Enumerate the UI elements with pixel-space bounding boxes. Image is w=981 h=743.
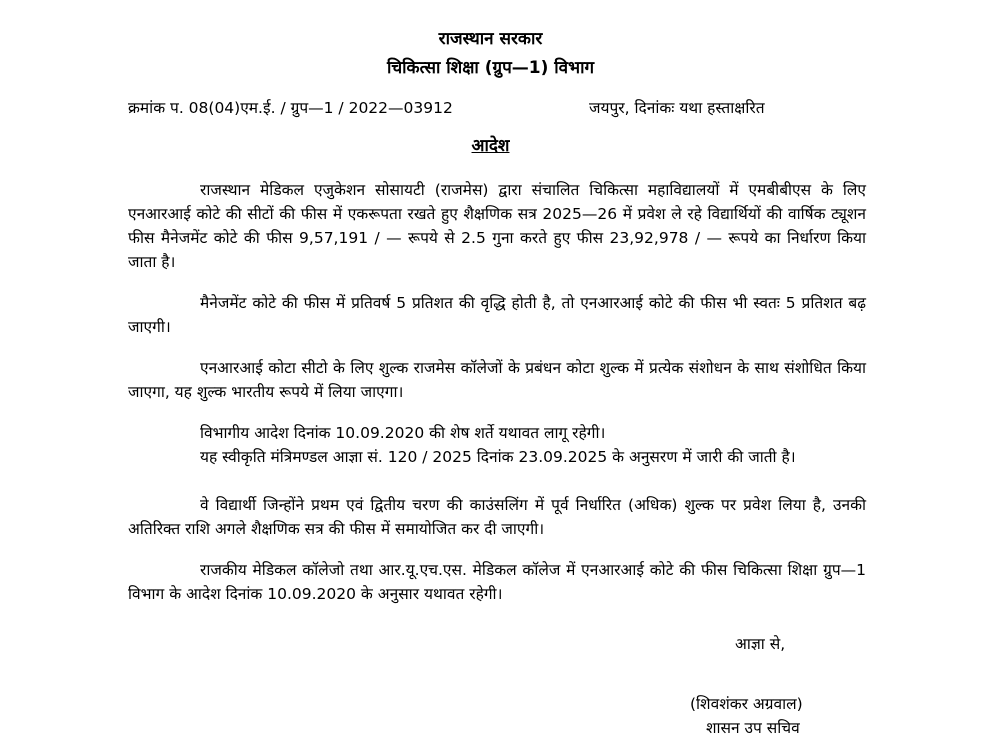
paragraph-revision: एनआरआई कोटा सीटो के लिए शुल्क राजमेस कॉलेजों के प्रबंधन कोटा शुल्क में प्रत्येक संशोधन के साथ संशोधित किया जाएगा, यह शुल्क भारतीय रूपये में लिया जाएगा।: [128, 359, 866, 401]
paragraph-conditions: विभागीय आदेश दिनांक 10.09.2020 की शेष शर्ते यथावत लागू रहेगी।: [200, 424, 606, 442]
paragraph-cabinet-approval: यह स्वीकृति मंत्रिमण्डल आज्ञा सं. 120 / 2025 दिनांक 23.09.2025 के अनुसरण में जारी की जाती है।: [200, 448, 796, 466]
paragraph-annual-increase: मैनेजमेंट कोटे की फीस में प्रतिवर्ष 5 प्रतिशत की वृद्धि होती है, तो एनआरआई कोटे की फीस भी स्वतः 5 प्रतिशत बढ़ जाएगी।: [128, 294, 866, 336]
signatory-name: (शिवशंकर अग्रवाल): [690, 695, 803, 713]
document-title: आदेश: [471, 136, 510, 156]
paragraph-fee-adjustment: वे विद्यार्थी जिन्होंने प्रथम एवं द्वितीय चरण की काउंसलिंग में पूर्व निर्धारित (अधिक) शुल्क पर प्रवेश लिया है, उनकी अतिरिक्त राशि अगले शैक्षणिक सत्र की फीस में समायोजित कर दी जाएगी।: [128, 496, 866, 538]
reference-row: [128, 96, 868, 118]
signatory-designation: शासन उप सचिव: [706, 719, 800, 737]
paragraph-fee-determination: राजस्थान मेडिकल एजुकेशन सोसायटी (राजमेस) द्वारा संचालित चिकित्सा महाविद्यालयों में एमबीबीएस के लिए एनआरआई कोटे की सीटों की फीस में एकरूपता रखते हुए शैक्षणिक सत्र 2025—26 में प्रवेश ले रहे विद्यार्थियों की वार्षिक ट्यूशन फीस मैनेजमेंट कोटे की फीस 9,57,191 / — रूपये से 2.5 गुना करते हुए फीस 23,92,978 / — रूपये का निर्धारण किया जाता है।: [128, 181, 866, 271]
paragraph-government-colleges: राजकीय मेडिकल कॉलेजो तथा आर.यू.एच.एस. मेडिकल कॉलेज में एनआरआई कोटे की फीस चिकित्सा शिक्षा ग्रुप—1 विभाग के आदेश दिनांक 10.09.2020 के अनुसार यथावत रहेगी।: [128, 561, 866, 603]
government-heading: राजस्थान सरकार: [438, 29, 543, 49]
by-order-text: आज्ञा से,: [735, 635, 786, 653]
department-heading: चिकित्सा शिक्षा (ग्रुप—1) विभाग: [386, 58, 595, 78]
order-number: क्रमांक प. 08(04)एम.ई. / ग्रुप—1 / 2022—03912: [128, 99, 453, 117]
place-date: जयपुर, दिनांकः यथा हस्ताक्षरित: [589, 99, 765, 117]
